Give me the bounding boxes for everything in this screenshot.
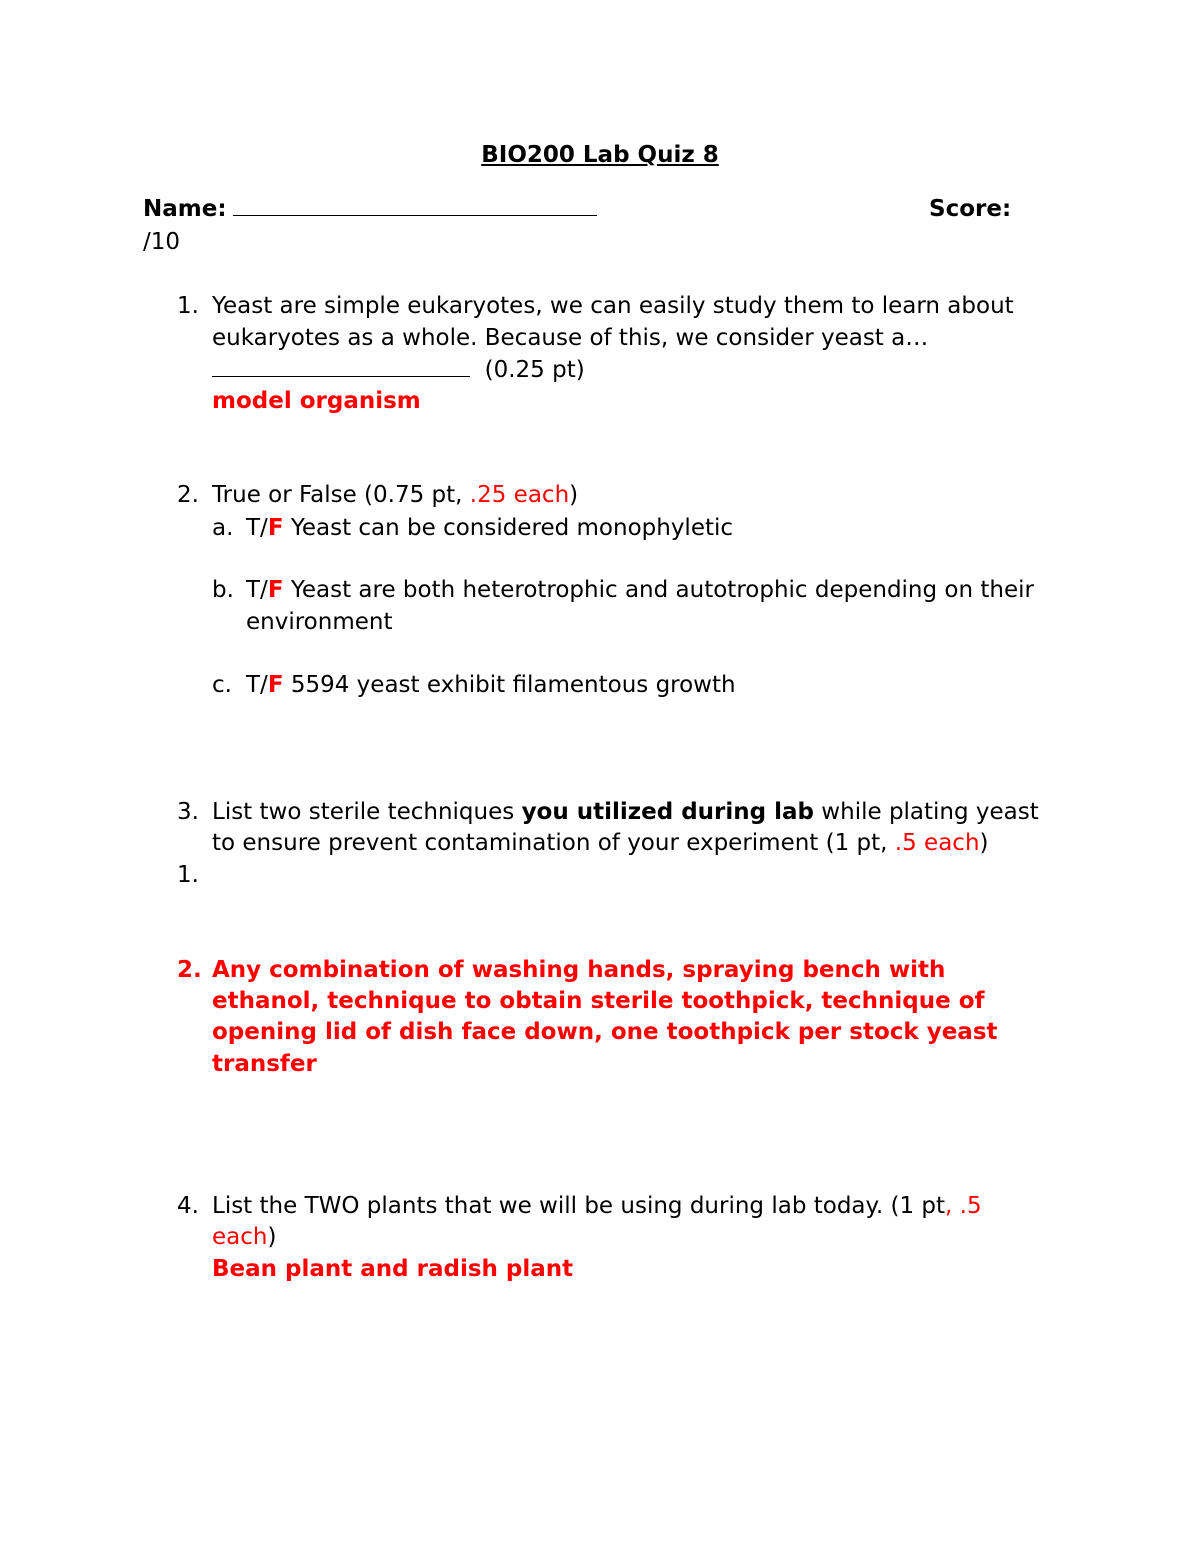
question-1-answer: model organism bbox=[212, 388, 421, 414]
name-field bbox=[143, 194, 597, 226]
question-2c-statement: 5594 yeast exhibit filamentous growth bbox=[283, 672, 736, 698]
question-2c-true: T/ bbox=[246, 672, 268, 698]
question-3-line2-each: .5 each bbox=[894, 830, 980, 856]
question-2a-statement: Yeast can be considered monophyletic bbox=[283, 515, 734, 541]
question-3-line1-text: List two sterile techniques bbox=[212, 799, 522, 825]
question-2b-text-line2: environment bbox=[246, 609, 393, 635]
question-2-prompt bbox=[212, 480, 1082, 512]
question-3-line2 bbox=[212, 828, 1082, 860]
question-2b-false: F bbox=[267, 577, 284, 603]
question-3-number: 3. bbox=[177, 799, 199, 825]
question-1-points: (0.25 pt) bbox=[484, 357, 585, 383]
question-3-line1 bbox=[212, 797, 1082, 829]
page-title: BIO200 Lab Quiz 8 bbox=[481, 142, 719, 168]
question-1-blank[interactable] bbox=[212, 376, 470, 377]
question-2b-statement: Yeast are both heterotrophic and autotrophic depending on their bbox=[283, 577, 1034, 603]
question-2c-false: F bbox=[267, 672, 284, 698]
question-1-line1: Yeast are simple eukaryotes, we can easily study them to learn about bbox=[212, 293, 1014, 319]
question-3-answer-line4: transfer bbox=[212, 1051, 317, 1077]
question-3-line2-close: ) bbox=[979, 830, 989, 856]
name-blank[interactable] bbox=[233, 215, 597, 216]
question-2-number: 2. bbox=[177, 482, 199, 508]
name-label: Name: bbox=[143, 196, 227, 222]
score-label: Score: bbox=[929, 196, 1012, 222]
question-4-line2 bbox=[212, 1222, 1082, 1254]
question-3-sub1-number: 1. bbox=[177, 862, 199, 888]
question-4-line1-text: List the TWO plants that we will be using during lab today. (1 pt bbox=[212, 1193, 946, 1219]
question-3-line2-text: to ensure prevent contamination of your experiment (1 pt, bbox=[212, 830, 895, 856]
question-1-line2: eukaryotes as a whole. Because of this, we consider yeast a… bbox=[212, 325, 929, 351]
score-total: /10 bbox=[143, 229, 181, 255]
question-4-number: 4. bbox=[177, 1193, 199, 1219]
question-4-line1 bbox=[212, 1191, 1082, 1223]
question-2-prompt-text: True or False (0.75 pt, bbox=[212, 482, 470, 508]
question-3-answer-line2: ethanol, technique to obtain sterile toothpick, technique of bbox=[212, 988, 985, 1014]
question-3-line1-emphasis: you utilized during lab bbox=[521, 799, 814, 825]
question-1-number: 1. bbox=[177, 293, 199, 319]
question-3-sub2-number: 2. bbox=[177, 957, 202, 983]
question-2b-letter: b. bbox=[212, 577, 234, 603]
question-4-line2-close: ) bbox=[267, 1224, 277, 1250]
question-2-prompt-close: ) bbox=[569, 482, 579, 508]
question-1-blank-row bbox=[212, 355, 1082, 387]
question-2a-false: F bbox=[267, 515, 284, 541]
question-2a-letter: a. bbox=[212, 515, 234, 541]
question-4-line1-each: , .5 bbox=[945, 1193, 982, 1219]
question-2b-text bbox=[246, 575, 1086, 607]
question-2a-true: T/ bbox=[246, 515, 268, 541]
question-3-answer-line1: Any combination of washing hands, spraying bench with bbox=[212, 957, 946, 983]
question-2c-letter: c. bbox=[212, 672, 232, 698]
question-2-prompt-each: .25 each bbox=[469, 482, 570, 508]
question-3-answer-line3: opening lid of dish face down, one toothpick per stock yeast bbox=[212, 1019, 998, 1045]
question-3-line1-end: while plating yeast bbox=[814, 799, 1039, 825]
question-4-answer: Bean plant and radish plant bbox=[212, 1256, 574, 1282]
question-4-line2-each: each bbox=[212, 1224, 268, 1250]
question-2c-text bbox=[246, 670, 1086, 702]
question-2a-text bbox=[246, 513, 1086, 545]
question-2b-true: T/ bbox=[246, 577, 268, 603]
